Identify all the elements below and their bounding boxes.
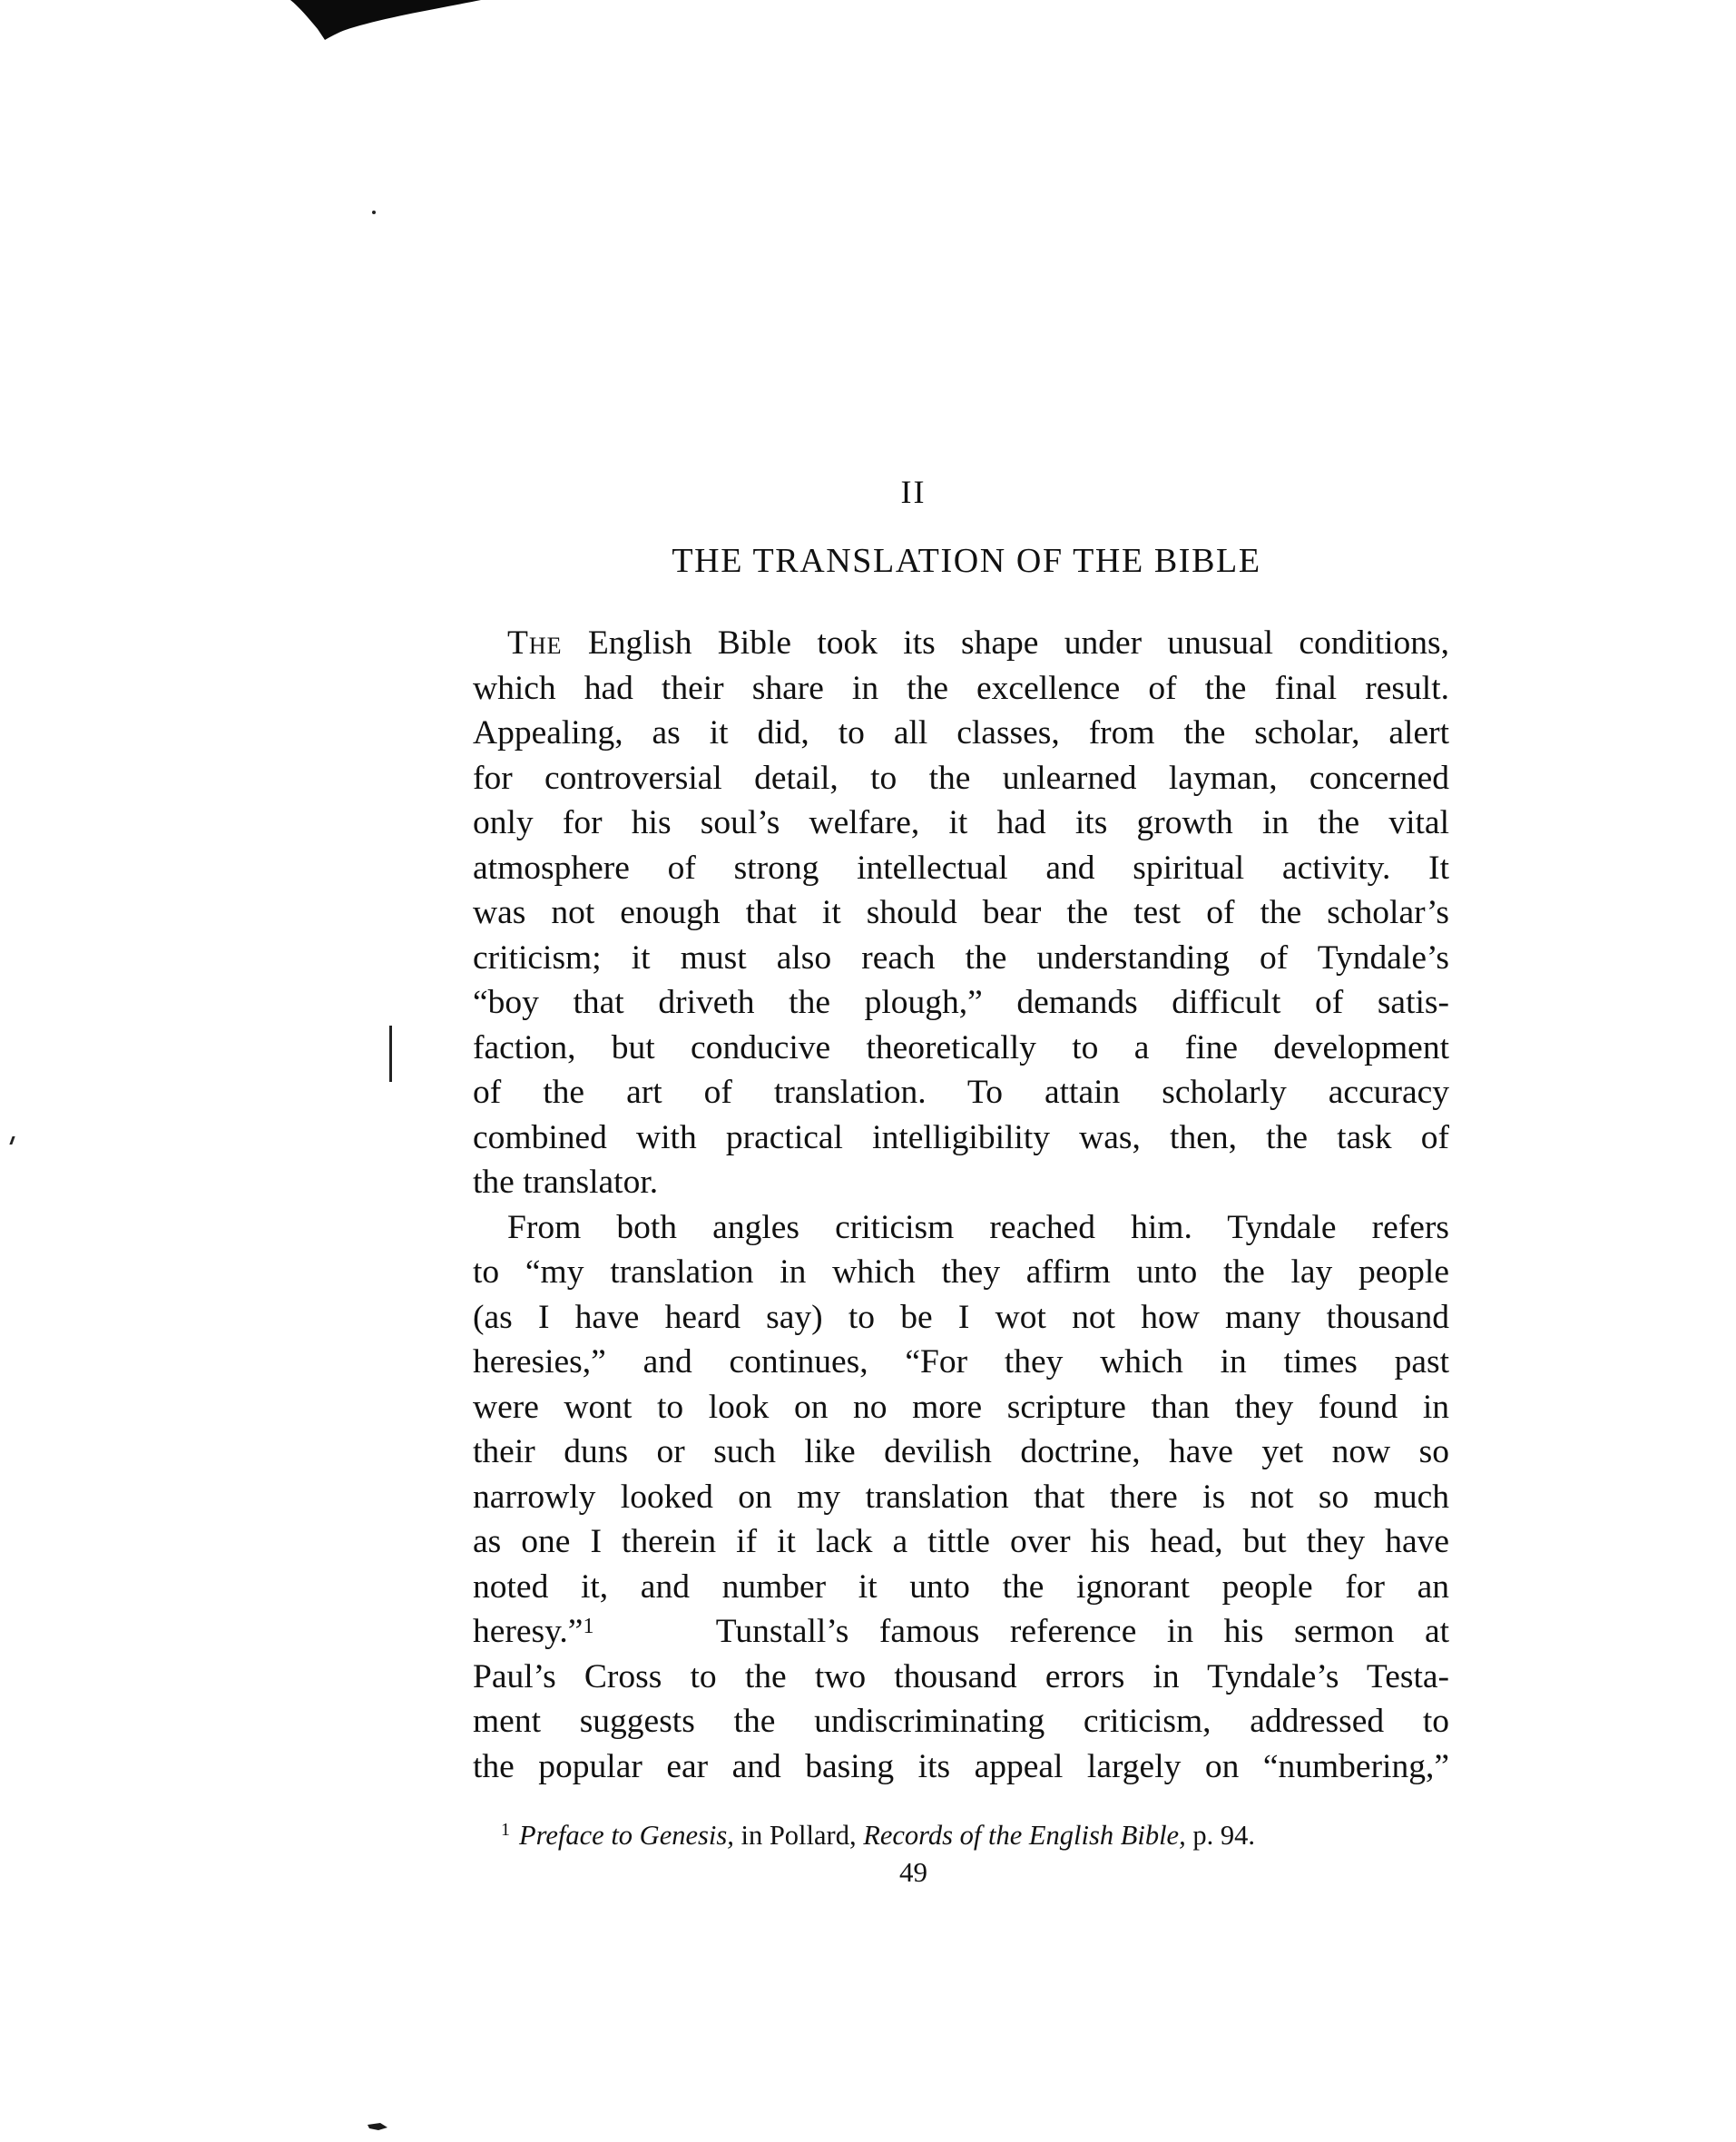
footnote-source: Records of the English Bible, (863, 1820, 1186, 1851)
text-line: as one I therein if it lack a tittle over his head, but they have (473, 1523, 1449, 1560)
margin-mark (389, 1026, 392, 1082)
text-line: criticism; it must also reach the understanding of Tyndale’s (473, 938, 1449, 977)
text-line: ment suggests the undiscriminating criticism, addressed to (473, 1703, 1449, 1740)
text-line: atmosphere of strong intellectual and spiritual activity. It (473, 849, 1449, 887)
text-line: their duns or such like devilish doctrine, have yet now so (473, 1433, 1449, 1470)
chapter-number: II (900, 474, 927, 510)
text-line: (as I have heard say) to be I wot not how many thousand (473, 1298, 1449, 1336)
text-line: was not enough that it should bear the test of the scholar’s (473, 894, 1449, 931)
footnote-marker: 1 (501, 1820, 510, 1840)
footnote: $^1$ Preface to Genesis, in Pollard, Records of the English Bible, p. 94. (501, 1820, 1255, 1851)
text-line: faction, but conducive theoretically to a fine development (473, 1028, 1449, 1066)
body-text (473, 621, 1449, 1789)
text-line: The English Bible took its shape under unusual conditions, (507, 624, 1449, 662)
text-line: the translator. (473, 1164, 659, 1201)
text-line: for controversial detail, to the unlearned layman, concerned (473, 759, 1449, 797)
scan-speck (372, 211, 376, 214)
scan-speck (9, 1136, 15, 1145)
text-line: heresies,” and continues, “For they which in times past (473, 1343, 1449, 1381)
text-line: combined with practical intelligibility was, then, the task of (473, 1118, 1449, 1156)
page-number: 49 (899, 1856, 927, 1888)
chapter-title: THE TRANSLATION OF THE BIBLE (672, 542, 1261, 580)
text-line: only for his soul’s welfare, it had its growth in the vital (473, 804, 1449, 841)
text-line: heresy.”$^1$ Tunstall’s famous reference in his sermon at (473, 1613, 1450, 1650)
text-line: which had their share in the excellence of the final result. (473, 669, 1449, 707)
footnote-title: Preface to Genesis, (519, 1820, 734, 1851)
text-line: of the art of translation. To attain scholarly accuracy (473, 1074, 1449, 1111)
text-line: to “my translation in which they affirm unto the lay people (473, 1253, 1449, 1291)
text-line: were wont to look on no more scripture than they found in (473, 1388, 1449, 1426)
text-line: narrowly looked on my translation that there is not so much (473, 1478, 1449, 1516)
text-line: the popular ear and basing its appeal largely on “numbering,” (473, 1747, 1449, 1785)
footnote-reference[interactable]: 1 (583, 1615, 594, 1638)
scan-shadow-blot (290, 0, 481, 41)
text-line: Appealing, as it did, to all classes, from the scholar, alert (473, 714, 1449, 752)
scan-speck (368, 2122, 387, 2131)
text-line: noted it, and number it unto the ignorant people for an (473, 1567, 1449, 1606)
text-line: Paul’s Cross to the two thousand errors in Tyndale’s Testa- (473, 1657, 1449, 1695)
opening-word: The (507, 624, 563, 662)
text-line: “boy that driveth the plough,” demands difficult of satis- (473, 984, 1449, 1021)
text-line: From both angles criticism reached him. Tyndale refers (507, 1208, 1449, 1246)
